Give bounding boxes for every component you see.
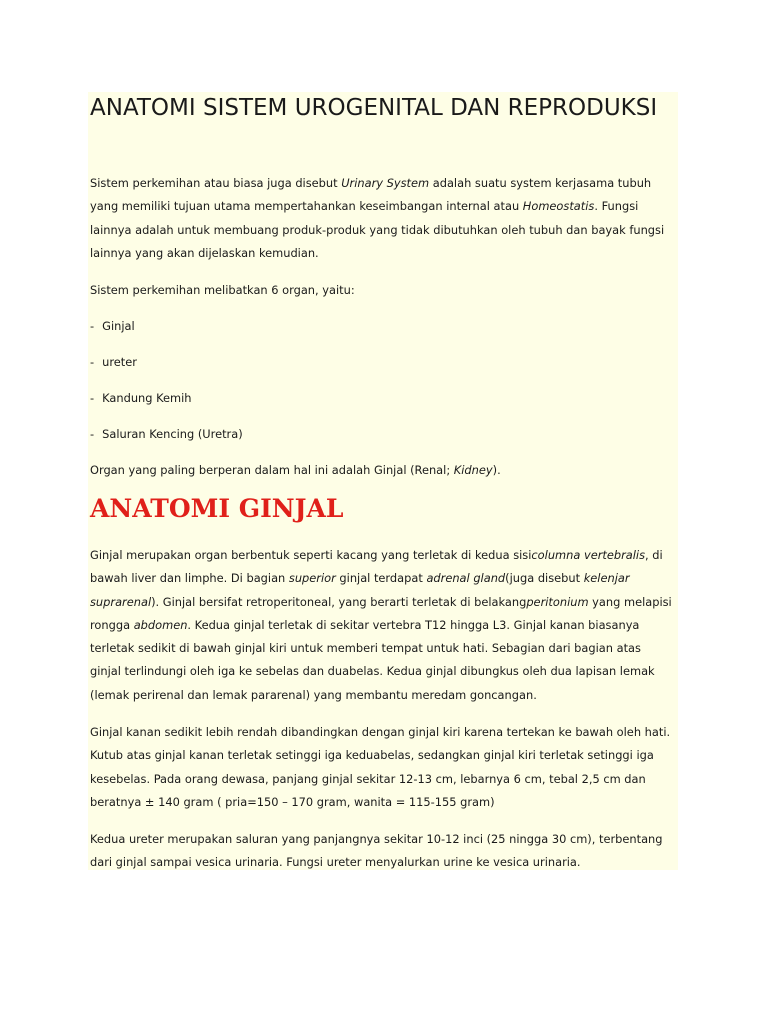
ginjal-paragraph-1 (90, 544, 675, 707)
ginjal-text: ). Ginjal bersifat retroperitoneal, yang berarti terletak di belakang (151, 594, 527, 609)
ginjal-term: superior (288, 571, 336, 586)
ginjal-term: peritonium (526, 594, 589, 609)
organs-intro: Sistem perkemihan melibatkan 6 organ, yaitu: (90, 283, 355, 297)
ginjal-text: (juga disebut (505, 571, 584, 586)
list-item-label: Saluran Kencing (Uretra) (102, 427, 243, 441)
ginjal-text: , di bawah liver dan limphe. Di bagian (90, 548, 663, 586)
list-item (90, 423, 675, 446)
list-item-label: Kandung Kemih (102, 391, 192, 405)
list-dash: - (90, 427, 95, 441)
list-item (90, 351, 675, 374)
main-organ-text-1: Organ yang paling berperan dalam hal ini adalah Ginjal (Renal; (90, 463, 454, 477)
section-heading: ANATOMI GINJAL (90, 494, 344, 523)
ginjal-text: Ginjal merupakan organ berbentuk seperti kacang yang terletak di kedua sisi (90, 548, 532, 562)
list-dash: - (90, 319, 95, 333)
list-dash: - (90, 391, 95, 405)
intro-term-urinary-system: Urinary System (341, 176, 430, 190)
ginjal-term: abdomen (133, 617, 188, 632)
list-item-label: ureter (102, 355, 137, 369)
intro-text-1: Sistem perkemihan atau biasa juga disebut (90, 176, 342, 190)
intro-paragraph (90, 172, 675, 265)
list-item (90, 315, 675, 338)
list-item (90, 387, 675, 410)
ginjal-text: . Kedua ginjal terletak di sekitar vertebra T12 hingga L3. Ginjal kanan biasanya terletak sedikit di bawah ginjal kiri untuk memberi tempat untuk hati. Sebagian dari bagian atas ginjal terlindungi oleh iga ke sebelas dan duabelas. Kedua ginjal dibungkus oleh dua lapisan lemak (lemak perirenal dan lemak pararenal) yang membantu meredam goncangan. (90, 617, 655, 702)
ginjal-term: adrenal gland (426, 571, 506, 586)
main-organ-paragraph (90, 459, 675, 482)
ginjal-term: kelenjar suprarenal (90, 571, 630, 609)
ginjal-text: yang melapisi rongga (90, 594, 672, 632)
main-organ-term-kidney: Kidney (453, 463, 493, 477)
ginjal-paragraph-2: Ginjal kanan sedikit lebih rendah dibandingkan dengan ginjal kiri karena tertekan ke bawah oleh hati. Kutub atas ginjal kanan terletak setinggi iga keduabelas, sedangkan ginjal kiri terletak setinggi iga kesebelas. Pada orang dewasa, panjang ginjal sekitar 12-13 cm, lebarnya 6 cm, tebal 2,5 cm dan beratnya ± 140 gram ( pria=150 – 170 gram, wanita = 115-155 gram) (90, 725, 671, 809)
intro-term-homeostatis: Homeostatis (522, 199, 595, 214)
list-dash: - (90, 355, 95, 369)
list-item-label: Ginjal (102, 319, 135, 333)
document-content (88, 92, 678, 870)
ureter-paragraph: Kedua ureter merupakan saluran yang panjangnya sekitar 10-12 inci (25 ningga 30 cm), terbentang dari ginjal sampai vesica urinaria. Fungsi ureter menyalurkan urine ke vesica urinaria. (90, 832, 663, 870)
intro-text-2: adalah suatu system kerjasama tubuh yang memiliki tujuan utama mempertahankan keseimbangan internal atau (90, 176, 652, 214)
main-organ-text-2: ). (492, 463, 501, 477)
ginjal-term: columna vertebralis (531, 548, 646, 562)
document-title: ANATOMI SISTEM UROGENITAL DAN REPRODUKSI (90, 95, 658, 121)
ginjal-text: ginjal terdapat (335, 571, 427, 586)
intro-text-3: . Fungsi lainnya adalah untuk membuang produk-produk yang tidak dibutuhkan oleh tubuh dan bayak fungsi lainnya yang akan dijelaskan kemudian. (90, 199, 665, 260)
